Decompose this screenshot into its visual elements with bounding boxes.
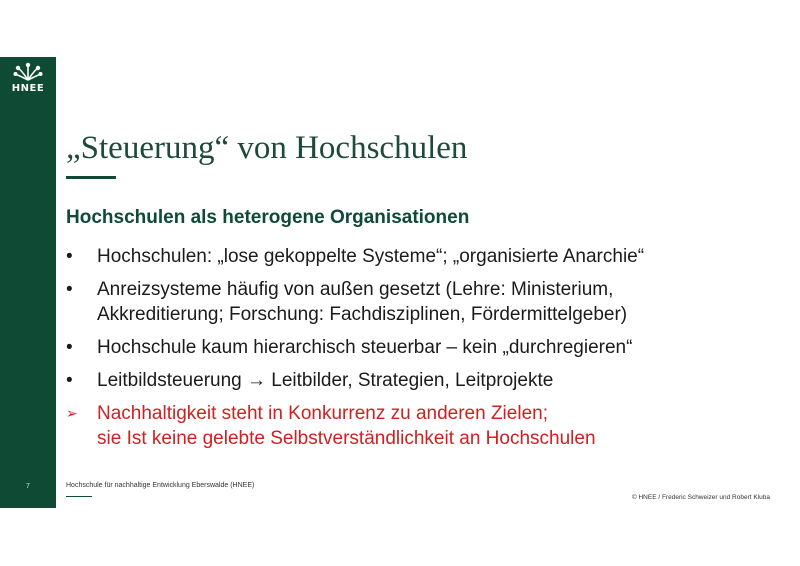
bullet-text-continued: Akkreditierung; Forschung: Fachdisziplinen, Fördermittelgeber) xyxy=(97,304,628,325)
footer-institution: Hochschule für nachhaltige Entwicklung Eberswalde (HNEE) xyxy=(66,482,255,489)
bullet-text: Nachhaltigkeit steht in Konkurrenz zu anderen Zielen; xyxy=(97,403,548,424)
bullet-list xyxy=(66,244,786,459)
title-underline xyxy=(66,176,116,179)
bullet-text: Leitbildsteuerung → Leitbilder, Strategien, Leitprojekte xyxy=(97,370,554,391)
hnee-logo xyxy=(0,62,56,94)
bullet-text-continued: sie Ist keine gelebte Selbstverständlichkeit an Hochschulen xyxy=(97,428,596,449)
bullet-text: Hochschulen: „lose gekoppelte Systeme“; „organisierte Anarchie“ xyxy=(97,246,645,267)
slide-title: „Steuerung“ von Hochschulen xyxy=(66,130,468,166)
arrow-bullet-icon: ➢ xyxy=(66,405,78,421)
logo-text: HNEE xyxy=(11,83,45,94)
highlight-bullet-item xyxy=(66,401,786,451)
bullet-text: Hochschule kaum hierarchisch steuerbar – kein „durchregieren“ xyxy=(97,337,633,358)
bullet-item xyxy=(66,244,786,269)
bullet-text: Anreizsysteme häufig von außen gesetzt (Lehre: Ministerium, xyxy=(97,279,614,300)
tree-crown-icon xyxy=(13,62,43,82)
bullet-marker: • xyxy=(66,337,73,358)
brand-sidebar xyxy=(0,57,56,508)
slide-subtitle: Hochschulen als heterogene Organisationen xyxy=(66,207,470,228)
bullet-item xyxy=(66,335,786,360)
bullet-item xyxy=(66,368,786,393)
page-number: 7 xyxy=(26,483,30,490)
bullet-item xyxy=(66,277,786,327)
bullet-marker: • xyxy=(66,279,73,300)
bullet-marker: • xyxy=(66,370,73,391)
footer-divider xyxy=(66,496,92,497)
footer-credit: © HNEE / Frederic Schweizer und Robert Kluba xyxy=(631,494,770,501)
bullet-marker: • xyxy=(66,246,73,267)
